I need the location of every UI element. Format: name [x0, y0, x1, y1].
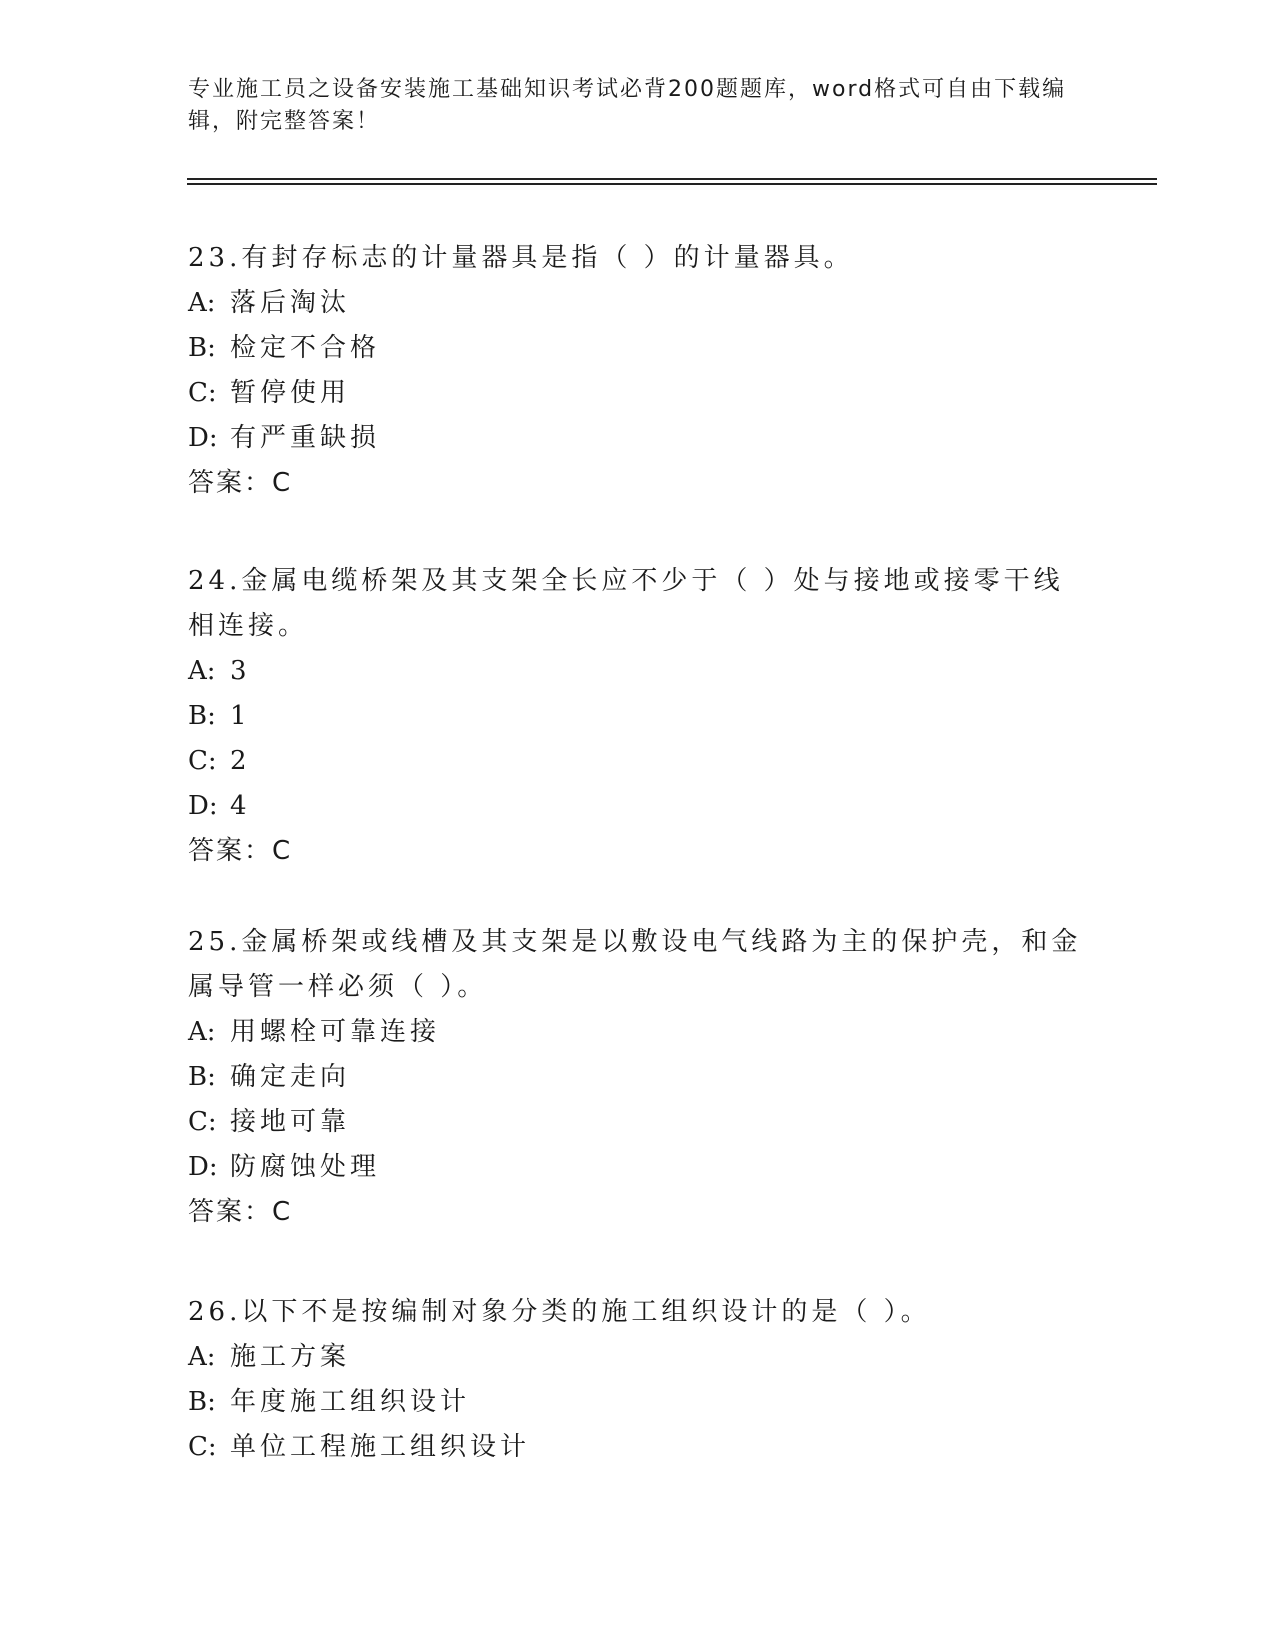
option-key: C: [188, 378, 217, 408]
answer-line: 答案：C [188, 836, 293, 866]
header-divider-bottom [187, 183, 1157, 185]
option-text: 有严重缺损 [230, 423, 381, 453]
answer-line: 答案：C [188, 468, 293, 498]
option-key: C: [188, 1432, 217, 1462]
option-a [188, 649, 1088, 694]
option-text: 年度施工组织设计 [230, 1387, 471, 1417]
option-key: B: [188, 1062, 216, 1092]
option-key: A: [188, 288, 216, 318]
option-text: 2 [230, 746, 251, 776]
option-key: A: [188, 1342, 216, 1372]
option-text: 接地可靠 [230, 1107, 351, 1137]
question-block-25 [188, 920, 1088, 1235]
option-text: 防腐蚀处理 [230, 1152, 381, 1182]
question-stem: 24.金属电缆桥架及其支架全长应不少于（ ）处与接地或接零干线相连接。 [188, 566, 1064, 641]
option-text: 用螺栓可靠连接 [230, 1017, 441, 1047]
option-key: B: [188, 333, 216, 363]
document-header: 专业施工员之设备安装施工基础知识考试必背200题题库，word格式可自由下载编辑，附完整答案！ [188, 77, 1067, 134]
option-a [188, 1335, 1088, 1380]
answer-line: 答案：C [188, 1197, 293, 1227]
option-key: B: [188, 1387, 216, 1417]
option-key: A: [188, 656, 216, 686]
option-key: C: [188, 746, 217, 776]
option-b [188, 326, 1088, 371]
option-a [188, 281, 1088, 326]
option-text: 1 [230, 701, 251, 731]
option-c [188, 371, 1088, 416]
option-b [188, 1380, 1088, 1425]
option-key: D: [188, 1152, 218, 1182]
question-block-24 [188, 559, 1088, 874]
option-text: 施工方案 [230, 1342, 351, 1372]
option-key: B: [188, 701, 216, 731]
option-key: A: [188, 1017, 216, 1047]
option-a [188, 1010, 1088, 1055]
option-d [188, 416, 1088, 461]
question-block-23 [188, 236, 1088, 506]
option-text: 4 [230, 791, 251, 821]
question-stem: 23.有封存标志的计量器具是指（ ）的计量器具。 [188, 243, 854, 273]
option-c [188, 1425, 1088, 1470]
question-block-26 [188, 1290, 1088, 1470]
option-d [188, 1145, 1088, 1190]
question-stem: 25.金属桥架或线槽及其支架是以敷设电气线路为主的保护壳，和金属导管一样必须（ ）。 [188, 927, 1082, 1002]
option-key: D: [188, 423, 218, 453]
option-text: 暂停使用 [230, 378, 351, 408]
option-d [188, 784, 1088, 829]
option-text: 单位工程施工组织设计 [230, 1432, 531, 1462]
option-text: 落后淘汰 [230, 288, 351, 318]
option-c [188, 739, 1088, 784]
option-key: D: [188, 791, 218, 821]
option-text: 确定走向 [230, 1062, 351, 1092]
option-b [188, 1055, 1088, 1100]
option-key: C: [188, 1107, 217, 1137]
option-c [188, 1100, 1088, 1145]
option-text: 检定不合格 [230, 333, 381, 363]
header-divider-top [187, 178, 1157, 180]
question-stem: 26.以下不是按编制对象分类的施工组织设计的是（ ）。 [188, 1297, 931, 1327]
option-text: 3 [230, 656, 251, 686]
option-b [188, 694, 1088, 739]
